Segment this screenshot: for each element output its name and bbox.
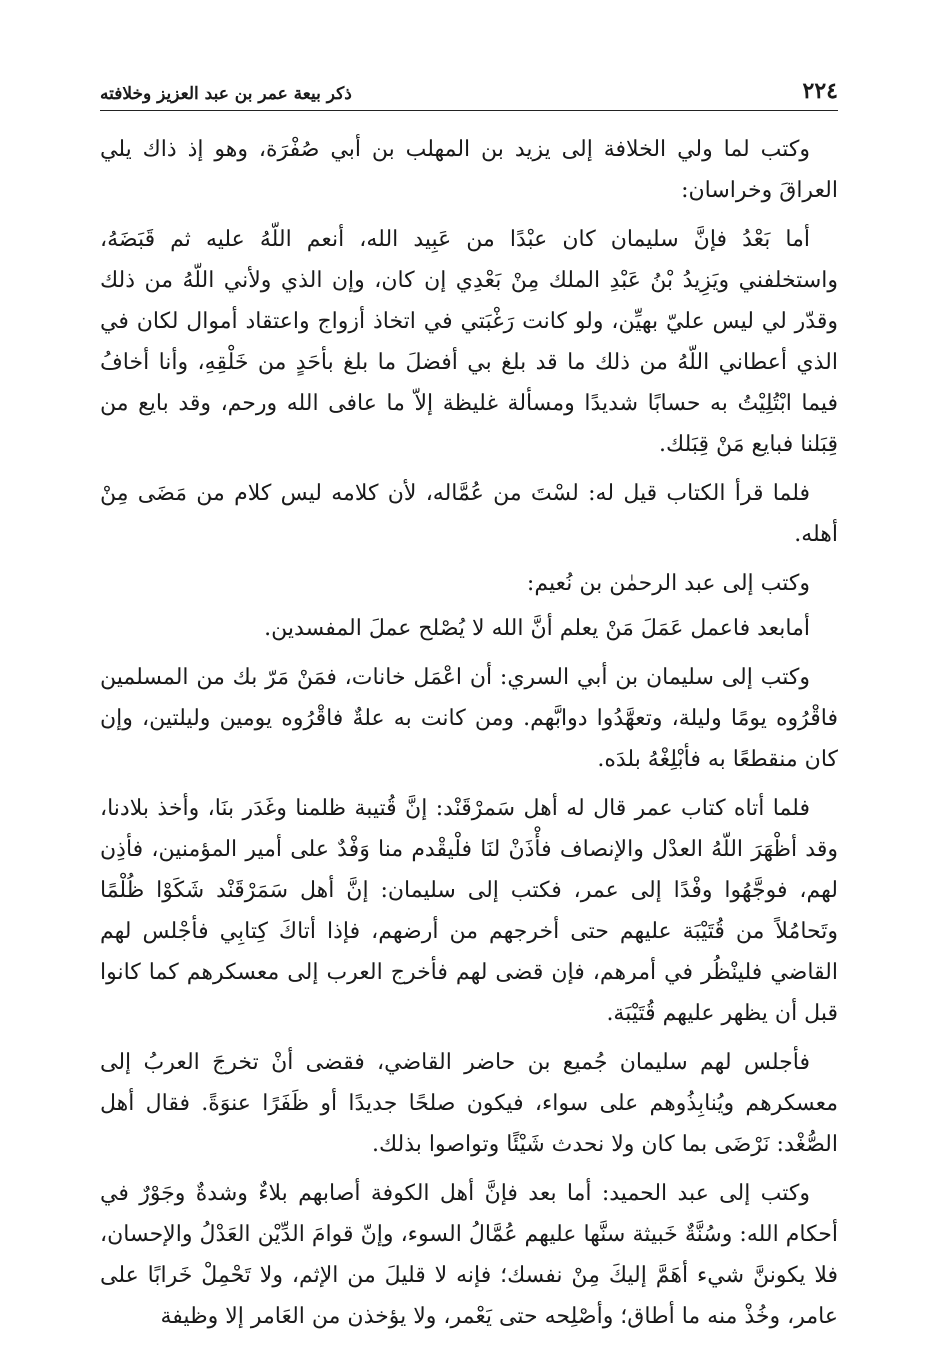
paragraph: أما بَعْدُ فإنَّ سليمان كان عبْدًا من عَبِيد الله، أنعم اللّهُ عليه ثم قَبَضَهُ، واستخلفني ويَزِيدُ بْنُ عَبْدِ الملك مِنْ بَعْدِي إن كان، وإن الذي ولأني اللّهُ من ذلك وقدّر لي ليس عليّ بهيِّن، ولو كانت رَغْبَتي في اتخاذ أزواج واعتقاد أموال لكان في الذي أعطاني اللّهُ من ذلك ما قد بلغ بي أفضلَ ما بلغ بأحَدٍ من خَلْقِهِ، وأنا أخافُ فيما ابْتُلِيْتُ به حسابًا شديدًا ومسألة غليظة إلاّ ما عافى الله ورحم، وقد بايع من قِبَلنا فبايع مَنْ قِبَلك.: [100, 227, 838, 457]
paragraph: فلما أتاه كتاب عمر قال له أهل سَمرْقَنْد: إنَّ قُتيبة ظلمنا وغَدَر بنَا، وأخذ بلادنا، وقد أظْهَرَ اللّهُ العدْل والإنصاف فأْذَنْ لنَا فلْيقْدم منا وَفْدٌ على أمير المؤمنين، فأذِن لهم، فوجَّهُوا وفْدًا إلى عمر، فكتب إلى سليمان: إنَّ أهل سَمَرْقَنْد شَكَوْا ظُلْمًا وتَحامُلاً من قُتَيْبَة عليهم حتى أخرجهم من أرضهم، فإذا أتاكَ كِتابِي فأجْلس لهم القاضي فلينْظُر في أمرهم، فإن قضى لهم فأخرج العرب إلى معسكرهم كما كانوا قبل أن يظهر عليهم قُتَيْبَة.: [100, 796, 838, 1026]
paragraph: فلما قرأ الكتاب قيل له: لسْتَ من عُمَّاله، لأن كلامه ليس كلام من مَضَى مِنْ أهله.: [100, 481, 838, 547]
paragraph: وكتب لما ولي الخلافة إلى يزيد بن المهلب بن أبي صُفْرَة، وهو إذ ذاك يلي العراقَ وخراسان:: [100, 137, 838, 203]
paragraph: وكتب إلى عبد الحميد: أما بعد فإنَّ أهل الكوفة أصابهم بلاءٌ وشدةٌ وجَوْرٌ في أحكام الله: وسُنَّةٌ خَبيثة سنَّها عليهم عُمَّالُ السوء، وإنّ قوامَ الدِّيْن العَدْلُ والإحسان، فلا يكوننَّ شيء أهَمَّ إليكَ مِنْ نفسك؛ فإنه لا قليلَ من الإثم، ولا تَحْمِلْ خَرابًا على عامر، وخُذْ منه ما أطاق؛ وأصْلِحه حتى يَعْمر، ولا يؤخذن من العَامر إلا وظيفة: [100, 1181, 838, 1329]
running-head: [100, 64, 838, 111]
paragraph: فأجلس لهم سليمان جُميع بن حاضر القاضي، فقضى أنْ تخرجَ العربُ إلى معسكرهم ويُنابِذُوهم على سواء، فيكون صلحًا جديدًا أو ظَفَرًا عنوَةً. فقال أهل الصُّغْد: نَرْضَى بما كان ولا نحدث شَيْئًا وتواصوا بذلك.: [100, 1050, 838, 1157]
chapter-title: ذكر بيعة عمر بن عبد العزيز وخلافته: [100, 84, 352, 104]
book-page: [100, 64, 838, 1345]
page-number: ٢٢٤: [802, 78, 838, 104]
paragraph: وكتب إلى سليمان بن أبي السري: أن اعْمَل خانات، فمَنْ مَرّ بك من المسلمين فاقْرُوه يومًا وليلة، وتعهَّدُوا دوابَّهم. ومن كانت به علةٌ فاقْرُوه يومين وليلتين، وإن كان منقطعًا به فأبْلِغْهُ بلدَه.: [100, 665, 838, 772]
paragraph: أمابعد فاعمل عَمَلَ مَنْ يعلم أنَّ الله لا يُصْلح عملَ المفسدين.: [264, 616, 810, 641]
body-text: [100, 129, 838, 1337]
paragraph: وكتب إلى عبد الرحمٰن بن نُعيم:: [526, 571, 810, 596]
